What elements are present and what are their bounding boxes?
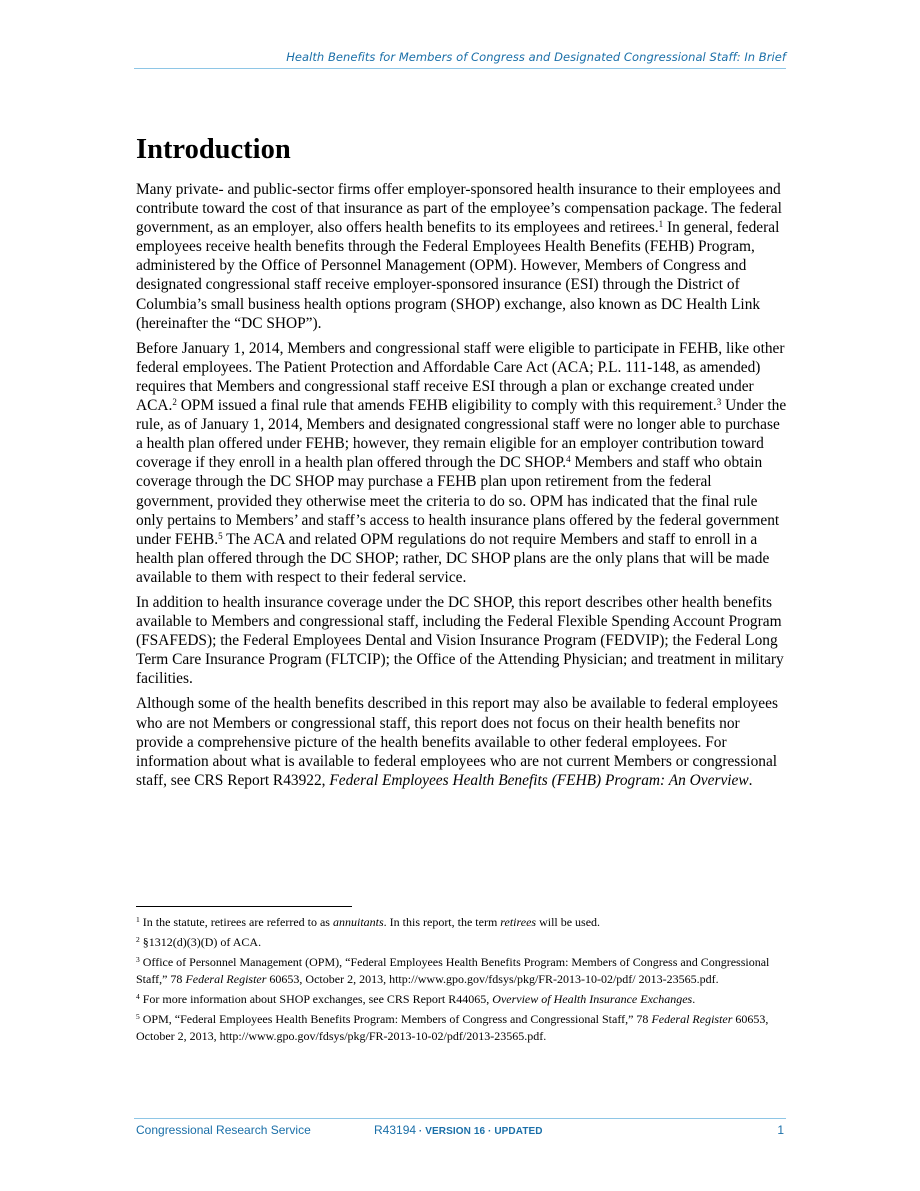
footer-organization: Congressional Research Service [136, 1123, 311, 1137]
paragraph-2-text-a: Before January 1, 2014, Members and congressional staff were eligible to participate in FEHB, like other federal employees. The Patient Protection and Affordable Care Act (ACA; P.L. 111-148, as amended) requires that Members and congressional staff receive ESI through a plan or exchange created under ACA. [136, 339, 785, 415]
footnote-ref-3[interactable]: 3 [716, 397, 722, 408]
footnote-4 [136, 991, 788, 1008]
paragraph-2-text-e: The ACA and related OPM regulations do not require Members and staff to enroll in a health plan offered through the DC SHOP; rather, DC SHOP plans are the only plans that will be made available to them with respect to their federal service. [136, 530, 770, 586]
footnote-2 [136, 934, 788, 951]
footnotes [136, 914, 788, 1048]
footnote-3 [136, 954, 788, 988]
footnote-3-text-a: Office of Personnel Management (OPM), “Federal Employees Health Benefits Program: Members of Congress and Congressional Staff,” 78 [136, 955, 770, 986]
footnote-3-italic: Federal Register [185, 972, 267, 986]
footnote-ref-5[interactable]: 5 [218, 530, 223, 541]
report-title-italic: Federal Employees Health Benefits (FEHB) Program: An Overview [329, 771, 749, 789]
paragraph-3: In addition to health insurance coverage under the DC SHOP, this report describes other health benefits available to Members and congressional staff, including the Federal Flexible Spending Account Program (FSAFEDS); the Federal Employees Dental and Vision Insurance Program (FEDVIP); the Federal Long Term Care Insurance Program (FLTCIP); the Office of the Attending Physician; and treatment in military facilities. [136, 593, 784, 688]
footnote-4-text-b: . [692, 992, 696, 1006]
report-number: R43194 [374, 1123, 417, 1137]
paragraph-2 [136, 339, 788, 587]
page-number: 1 [777, 1123, 784, 1137]
footnote-2-number: 2 [136, 935, 140, 944]
footnote-4-text-a: For more information about SHOP exchanges, see CRS Report R44065, [139, 992, 493, 1006]
footer-report-id [374, 1123, 543, 1137]
section-heading: Introduction [136, 134, 291, 165]
footnote-1-italic-a: annuitants [332, 915, 384, 929]
paragraph-4-text-a: Although some of the health benefits described in this report may also be available to federal employees who are not Members or congressional staff, this report does not focus on their health benefits nor provide a comprehensive picture of the health benefits available to other federal employees. For information about what is available to federal employees who are not current Members or congressional staff, see CRS Report R43922, [136, 695, 778, 789]
footnote-1-number: 1 [136, 915, 140, 924]
paragraph-1 [136, 180, 788, 333]
paragraph-2-text-c: Under the rule, as of January 1, 2014, Members and designated congressional staff were no longer able to purchase a health plan offered under FEHB; however, they remain eligible for an employer contribution toward coverage if they enroll in a health plan offered through the DC SHOP. [136, 397, 787, 472]
footnote-2-text: §1312(d)(3)(D) of ACA. [139, 935, 262, 949]
paragraph-1-text-b: In general, federal employees receive health benefits through the Federal Employees Health Benefits (FEHB) Program, administered by the Office of Personnel Management (OPM). However, Members of Congress and designated congressional staff receive employer-sponsored insurance (ESI) through the District of Columbia’s small business health options program (SHOP) exchange, also known as DC Health Link (hereinafter the “DC SHOP”). [136, 219, 780, 332]
footer-rule [134, 1118, 786, 1119]
footnote-1 [136, 914, 788, 931]
footnote-4-number: 4 [136, 992, 140, 1001]
paragraph-2-text-b: OPM issued a final rule that amends FEHB eligibility to comply with this requirement. [176, 397, 717, 415]
footnote-3-number: 3 [136, 955, 140, 964]
version-label: · VERSION 16 · UPDATED [416, 1126, 543, 1137]
paragraph-4-text-b: . [748, 771, 753, 789]
footnote-1-italic-b: retirees [500, 915, 537, 929]
footnote-ref-4[interactable]: 4 [566, 454, 571, 465]
footnote-5-text-b: 60653, October 2, 2013, http://www.gpo.gov/fdsys/pkg/FR-2013-10-02/pdf/2013-23565.pdf. [136, 1012, 769, 1043]
footnote-1-text-b: . In this report, the term [383, 915, 501, 929]
header-rule [134, 68, 786, 69]
footnote-5-italic: Federal Register [651, 1012, 733, 1026]
footnote-1-text-a: In the statute, retirees are referred to as [139, 915, 333, 929]
footnote-ref-2[interactable]: 2 [172, 397, 177, 408]
running-header-title: Health Benefits for Members of Congress and Designated Congressional Staff: In Brief [286, 50, 786, 64]
footnote-5 [136, 1011, 788, 1045]
footnote-3-text-b: 60653, October 2, 2013, http://www.gpo.gov/fdsys/pkg/FR-2013-10-02/pdf/ 2013-23565.pdf. [266, 972, 719, 986]
paragraph-1-text-a: Many private- and public-sector firms offer employer-sponsored health insurance to their employees and contribute toward the cost of that insurance as part of the employee’s compensation package. The federal government, as an employer, also offers health benefits to its employees and retirees. [136, 181, 782, 237]
body-text [136, 132, 788, 796]
paragraph-4 [136, 694, 788, 789]
footnote-5-text-a: OPM, “Federal Employees Health Benefits Program: Members of Congress and Congressional Staff,” 78 [139, 1012, 652, 1026]
footnote-separator [136, 906, 352, 907]
footnote-4-italic: Overview of Health Insurance Exchanges [492, 992, 693, 1006]
footnote-5-number: 5 [136, 1012, 140, 1021]
footnote-1-text-c: will be used. [536, 915, 601, 929]
paragraph-2-text-d: Members and staff who obtain coverage through the DC SHOP may purchase a FEHB plan upon retirement from the federal government, provided they otherwise meet the criteria to do so. OPM has indicated that the final rule only pertains to Members’ and staff’s access to health insurance plans offered by the federal government under FEHB. [136, 454, 780, 548]
footnote-ref-1[interactable]: 1 [658, 219, 664, 230]
